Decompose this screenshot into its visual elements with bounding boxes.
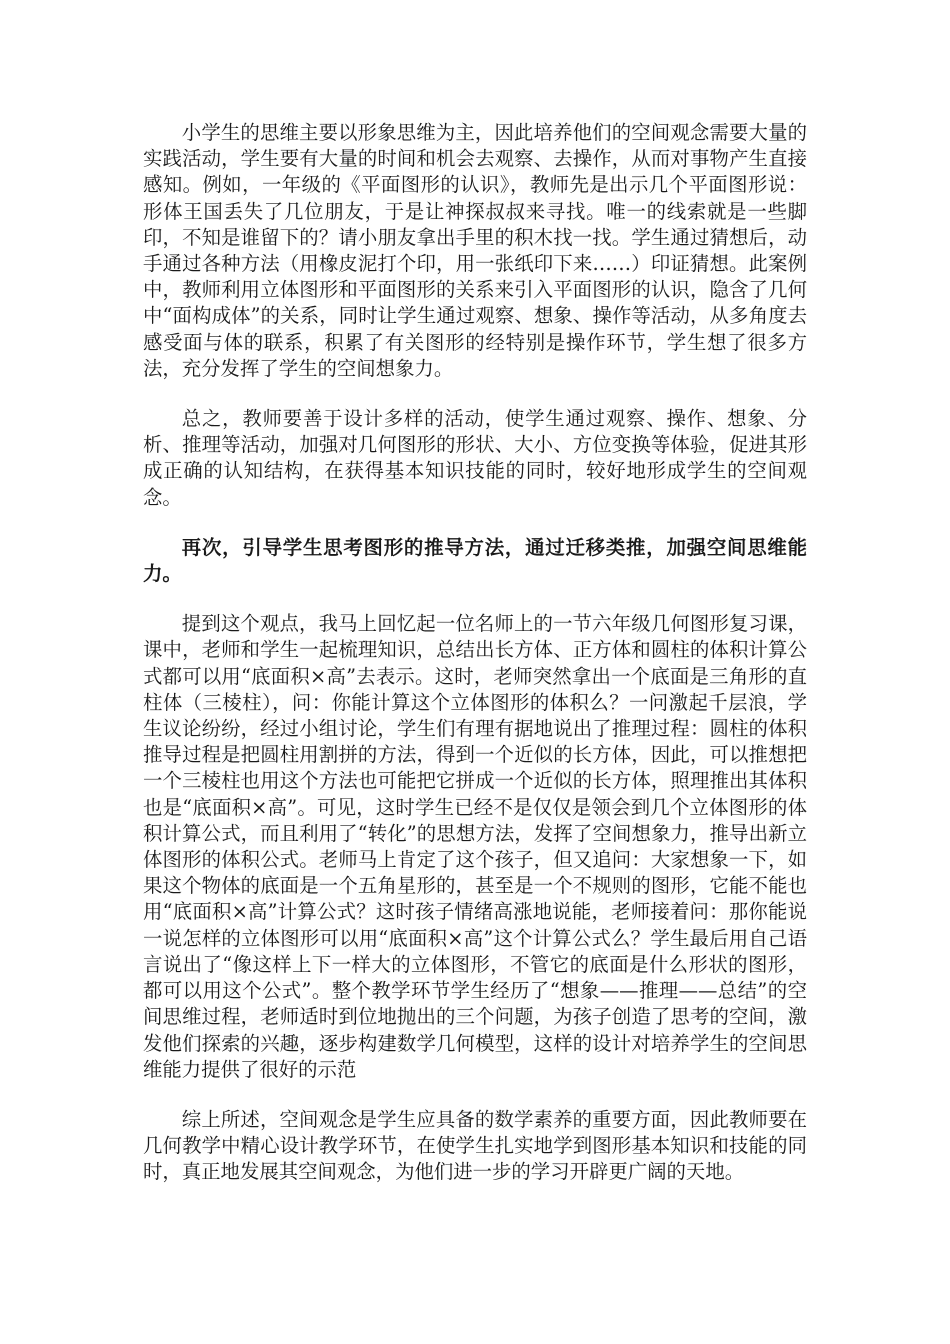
document-body	[143, 120, 807, 1210]
paragraph-lesson-example: 提到这个观点，我马上回忆起一位名师上的一节六年级几何图形复习课，课中，老师和学生一起梳理知识，总结出长方体、正方体和圆柱的体积计算公式都可以用“底面积×高”去表示。这时，老师突然拿出一个底面是三角形的直柱体（三棱柱），问：你能计算这个立体图形的体积么？一问激起千层浪，学生议论纷纷，经过小组讨论，学生们有理有据地说出了推理过程：圆柱的体积推导过程是把圆柱用割拼的方法，得到一个近似的长方体，因此，可以推想把一个三棱柱也用这个方法也可能把它拼成一个近似的长方体，照理推出其体积也是“底面积×高”。可见，这时学生已经不是仅仅是领会到几个立体图形的体积计算公式，而且利用了“转化”的思想方法，发挥了空间想象力，推导出新立体图形的体积公式。老师马上肯定了这个孩子，但又追问：大家想象一下，如果这个物体的底面是一个五角星形的，甚至是一个不规则的图形，它能不能也用“底面积×高”计算公式？这时孩子情绪高涨地说能，老师接着问：那你能说一说怎样的立体图形可以用“底面积×高”这个计算公式么？学生最后用自己语言说出了“像这样上下一样大的立体图形，不管它的底面是什么形状的图形，都可以用这个公式”。整个教学环节学生经历了“想象——推理——总结”的空间思维过程，老师适时到位地抛出的三个问题，为孩子创造了思考的空间，激发他们探索的兴趣，逐步构建数学几何模型，这样的设计对培养学生的空间思维能力提供了很好的示范	[143, 612, 807, 1081]
paragraph-practice-activities: 小学生的思维主要以形象思维为主，因此培养他们的空间观念需要大量的实践活动，学生要有大量的时间和机会去观察、去操作，从而对事物产生直接感知。例如，一年级的《平面图形的认识》，教师先是出示几个平面图形说：形体王国丢失了几位朋友，于是让神探叔叔来寻找。唯一的线索就是一些脚印，不知是谁留下的？请小朋友拿出手里的积木找一找。学生通过猜想后，动手通过各种方法（用橡皮泥打个印，用一张纸印下来……）印证猜想。此案例中，教师利用立体图形和平面图形的关系来引入平面图形的认识，隐含了几何中“面构成体”的关系，同时让学生通过观察、想象、操作等活动，从多角度去感受面与体的联系，积累了有关图形的经特别是操作环节，学生想了很多方法，充分发挥了学生的空间想象力。	[143, 121, 807, 380]
paragraph-conclusion: 综上所述，空间观念是学生应具备的数学素养的重要方面，因此教师要在几何教学中精心设计教学环节，在使学生扎实地学到图形基本知识和技能的同时，真正地发展其空间观念，为他们进一步的学习开辟更广阔的天地。	[143, 1107, 807, 1184]
section-heading-derivation: 再次，引导学生思考图形的推导方法，通过迁移类推，加强空间思维能力。	[143, 535, 807, 586]
paragraph-summary-activities: 总之，教师要善于设计多样的活动，使学生通过观察、操作、想象、分析、推理等活动，加强对几何图形的形状、大小、方位变换等体验，促进其形成正确的认知结构，在获得基本知识技能的同时，较好地形成学生的空间观念。	[143, 407, 807, 509]
